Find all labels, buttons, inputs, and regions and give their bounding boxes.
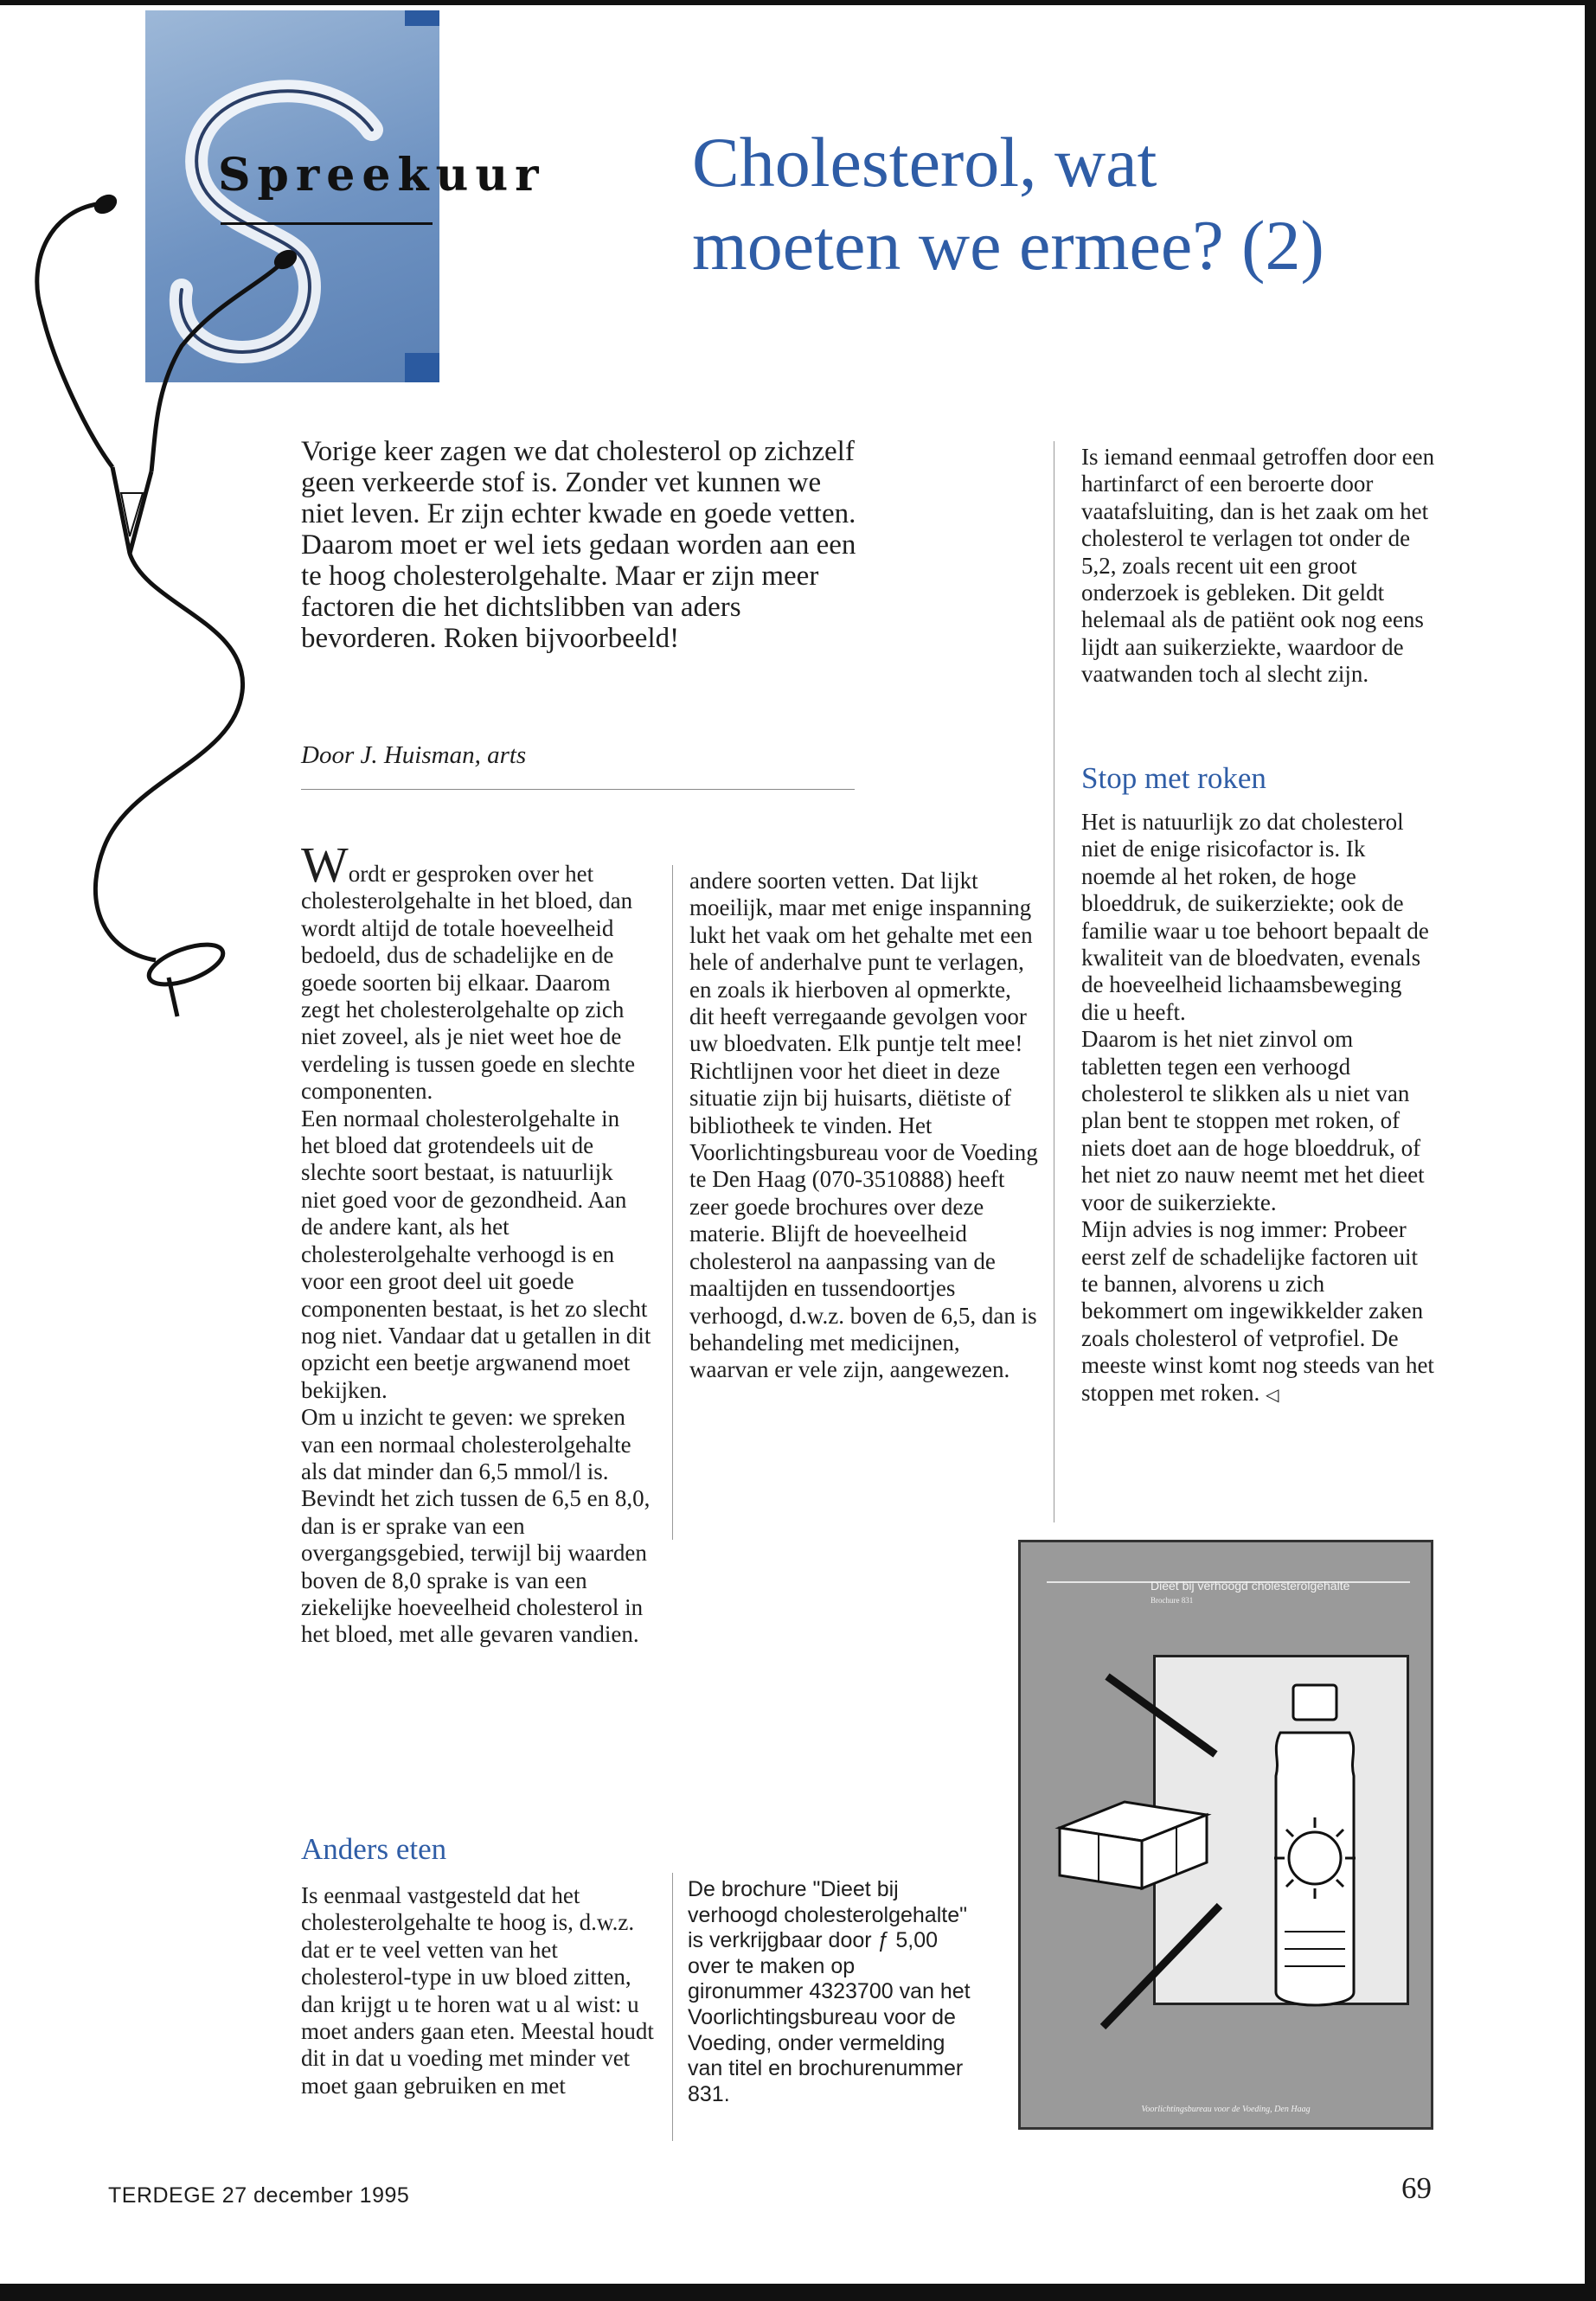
oil-bottle-icon	[1274, 1685, 1356, 2005]
column-divider	[672, 1873, 673, 2141]
article-paragraph: Is eenmaal vastgesteld dat het cholesterolgehalte te hoog is, d.w.z. dat er te veel vetten van het cholesterol-type in uw bloed zitten, dan krijgt u te horen wat u al wist: u moet anders gaan eten. Meestal houdt dit in dat u voeding met minder vet moet gaan gebruiken en met	[301, 1882, 654, 2099]
byline-divider	[301, 789, 855, 790]
article-column-3	[1081, 809, 1436, 1408]
article-paragraph: Richtlijnen voor het dieet in deze situatie zijn bij huisarts, diëtiste of bibliotheek te vinden. Het Voorlichtingsbureau voor de Voeding te Den Haag (070-3510888) heeft zeer goede brochures over deze materie. Blijft de hoeveelheid cholesterol na aanpassing van de maaltijden en tussendoortjes verhoogd, d.w.z. boven de 6,5, dan is behandeling met medicijnen, waarvan er vele zijn, aangewezen.	[689, 1057, 1038, 1383]
end-mark-icon: ◁	[1265, 1383, 1279, 1405]
subheading-anders-eten: Anders eten	[301, 1832, 447, 1866]
title-line-2: moeten we ermee? (2)	[692, 206, 1324, 285]
page-frame-bottom	[0, 2284, 1596, 2301]
article-column-1	[301, 836, 651, 1649]
subheading-stop-met-roken: Stop met roken	[1081, 761, 1266, 795]
article-paragraph: Is iemand eenmaal getroffen door een hartinfarct of een beroerte door vaatafsluiting, dan is het zaak om het cholesterol te verlagen tot onder de 5,2, zoals recent uit een groot onderzoek is gebleken. Dit geldt helemaal als de patiënt ook nog eens lijdt aan suikerziekte, waardoor de vaatwanden toch al slecht zijn.	[1081, 444, 1435, 688]
butter-package-icon	[1060, 1802, 1207, 1888]
article-paragraph: Het is natuurlijk zo dat cholesterol niet de enige risicofactor is. Ik noemde al het roken, de hoge bloeddruk, de suikerziekte; ook de familie waar u toe behoort bepaalt de kwaliteit van de bloedvaten, evenals de hoeveelheid lichaamsbeweging die u heeft.	[1081, 809, 1429, 1025]
page-frame-right	[1585, 0, 1596, 2301]
brochure-illustration	[1021, 1542, 1436, 2132]
article-paragraph: Om u inzicht te geven: we spreken van een normaal cholesterolgehalte als dat minder dan 6,5 mmol/l is. Bevindt het zich tussen de 6,5 en 8,0, dan is er sprake van een overgangsgebied, terwijl bij waarden boven de 8,0 sprake is van een ziekelijke hoeveelheid cholesterol in het bloed, met alle gevaren vandien.	[301, 1404, 651, 1648]
byline: Door J. Huisman, arts	[301, 741, 527, 769]
brochure-caption: De brochure "Dieet bij verhoogd cholesterolgehalte" is verkrijgbaar door ƒ 5,00 over te maken op gironummer 4323700 van het Voorlichtingsbureau voor de Voeding, onder vermelding van titel en brochurenummer 831.	[688, 1877, 971, 2106]
brochure-title: Dieet bij verhoogd cholesterolgehalte	[1151, 1579, 1350, 1593]
article-paragraph: andere soorten vetten. Dat lijkt moeilijk, maar met enige inspanning lukt het vaak om het gehalte met een hele of anderhalve punt te verlagen, en zoals ik hierboven al opmerkte, dit heeft verregaande gevolgen voor uw bloedvaten. Elk puntje telt mee!	[689, 868, 1033, 1057]
intro-paragraph: Vorige keer zagen we dat cholesterol op zichzelf geen verkeerde stof is. Zonder vet kunnen we niet leven. Er zijn echter kwade en goede vetten. Daarom moet er wel iets gedaan worden aan een te hoog cholesterolgehalte. Maar er zijn meer factoren die het dichtslibben van aders bevorderen. Roken bijvoorbeeld!	[301, 436, 856, 654]
column-divider	[672, 865, 673, 1540]
page-title	[692, 121, 1471, 287]
section-label-underline	[221, 222, 433, 225]
article-paragraph: Mijn advies is nog immer: Probeer eerst zelf de schadelijke factoren uit te bannen, alvorens u zich bekommert om ingewikkelder zaken zoals cholesterol of vetprofiel. De meeste winst komt nog steeds van het stoppen met roken.	[1081, 1216, 1434, 1406]
article-paragraph: Een normaal cholesterolgehalte in het bloed dat grotendeels uit de slechte soort bestaat, is natuurlijk niet goed voor de gezondheid. Aan de andere kant, als het cholesterolgehalte verhoogd is en voor een groot deel uit goede componenten bestaat, is het zo slecht nog niet. Vandaar dat u getallen in dit opzicht een beetje argwanend moet bekijken.	[301, 1105, 651, 1403]
title-line-1: Cholesterol, wat	[692, 123, 1157, 202]
article-paragraph: ordt er gesproken over het cholesterolgehalte in het bloed, dan wordt altijd de totale hoeveelheid bedoeld, dus de schadelijke en de goede soorten bij elkaar. Daarom zegt het cholesterolgehalte op zich niet zoveel, als je niet weet hoe de verdeling is tussen goede en slechte componenten.	[301, 861, 636, 1105]
brochure-publisher: Voorlichtingsbureau voor de Voeding, Den Haag	[1141, 2105, 1311, 2114]
section-label: Spreekuur	[218, 149, 546, 202]
article-column-2	[689, 868, 1040, 1384]
page-number: 69	[1401, 2171, 1432, 2205]
article-paragraph: Daarom is het niet zinvol om tabletten tegen een verhoogd cholesterol te slikken als u niet van plan bent te stoppen met roken, of niets doet aan de hoge bloeddruk, of het niet zo nauw neemt met het dieet voor de suikerziekte.	[1081, 1026, 1425, 1215]
brochure-cover-image	[1018, 1540, 1433, 2130]
footer-magazine-date: TERDEGE 27 december 1995	[108, 2183, 410, 2208]
drop-cap: W	[301, 836, 349, 893]
brochure-number: Brochure 831	[1151, 1596, 1194, 1605]
